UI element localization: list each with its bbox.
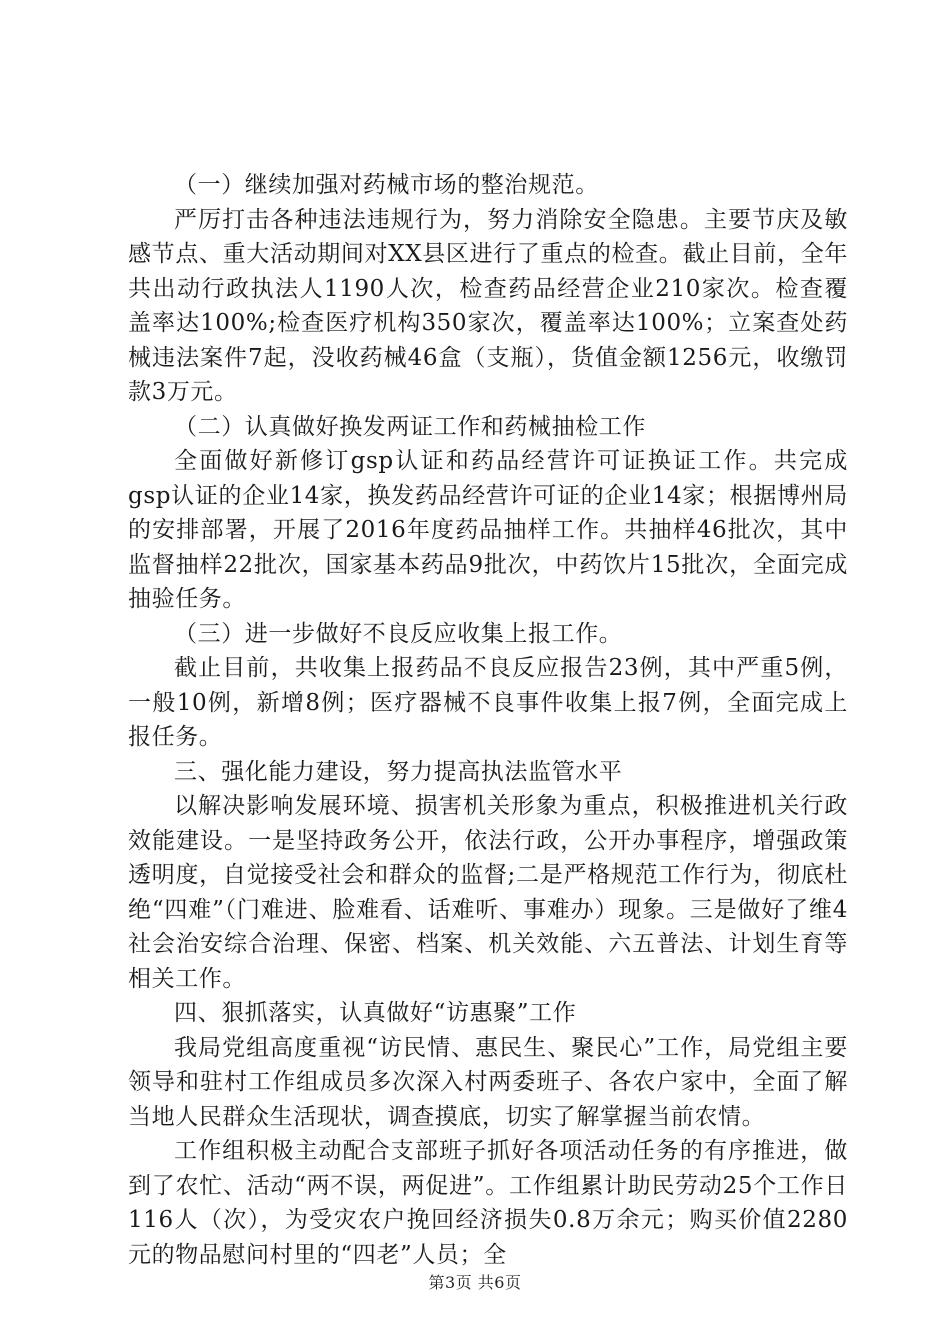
section-heading-1: （一）继续加强对药械市场的整治规范。 [174, 172, 599, 198]
paragraph-1: 严厉打击各种违法违规行为，努力消除安全隐患。主要节庆及敏感节点、重大活动期间对XX县区进行了重点的检查。截止目前，全年共出动行政执法人1190人次，检查药品经营企业210家次。检查覆盖率达100%;检查医疗机构350家次，覆盖率达100%；立案查处药械违法案件7起，没收药械46盒（支瓶），货值金额1256元，收缴罚款3万元。 [128, 206, 848, 405]
section-heading-5: 四、狠抓落实，认真做好“访惠聚”工作 [174, 1000, 577, 1026]
section-heading-3: （三）进一步做好不良反应收集上报工作。 [174, 620, 623, 647]
section-heading-2: （二）认真做好换发两证工作和药械抽检工作 [174, 413, 646, 440]
page-number-footer: 第3页 共6页 [428, 1273, 522, 1292]
paragraph-6: 工作组积极主动配合支部班子抓好各项活动任务的有序推进，做到了农忙、活动“两不误，两促进”。工作组累计助民劳动25个工作日116人（次），为受灾农户挽回经济损失0.8万余元；购买价值2280元的物品慰问村里的“四老”人员；全 [128, 1138, 848, 1268]
section-heading-4: 三、强化能力建设，努力提高执法监管水平 [174, 758, 623, 785]
paragraph-3: 截止目前，共收集上报药品不良反应报告23例，其中严重5例，一般10例，新增8例；医疗器械不良事件收集上报7例，全面完成上报任务。 [128, 655, 848, 750]
paragraph-5: 我局党组高度重视“访民情、惠民生、聚民心”工作，局党组主要领导和驻村工作组成员多次深入村两委班子、各农户家中，全面了解当地人民群众生活现状，调查摸底，切实了解掌握当前农情。 [128, 1034, 848, 1130]
document-body [128, 168, 848, 1272]
paragraph-4: 以解决影响发展环境、损害机关形象为重点，积极推进机关行政效能建设。一是坚持政务公开，依法行政，公开办事程序，增强政策透明度，自觉接受社会和群众的监督;二是严格规范工作行为，彻底杜绝“四难”（门难进、脸难看、话难听、事难办）现象。三是做好了维4社会治安综合治理、保密、档案、机关效能、六五普法、计划生育等相关工作。 [128, 793, 848, 992]
paragraph-2: 全面做好新修订gsp认证和药品经营许可证换证工作。共完成gsp认证的企业14家，换发药品经营许可证的企业14家；根据博州局的安排部署，开展了2016年度药品抽样工作。共抽样46批次，其中监督抽样22批次，国家基本药品9批次，中药饮片15批次，全面完成抽验任务。 [128, 448, 848, 612]
